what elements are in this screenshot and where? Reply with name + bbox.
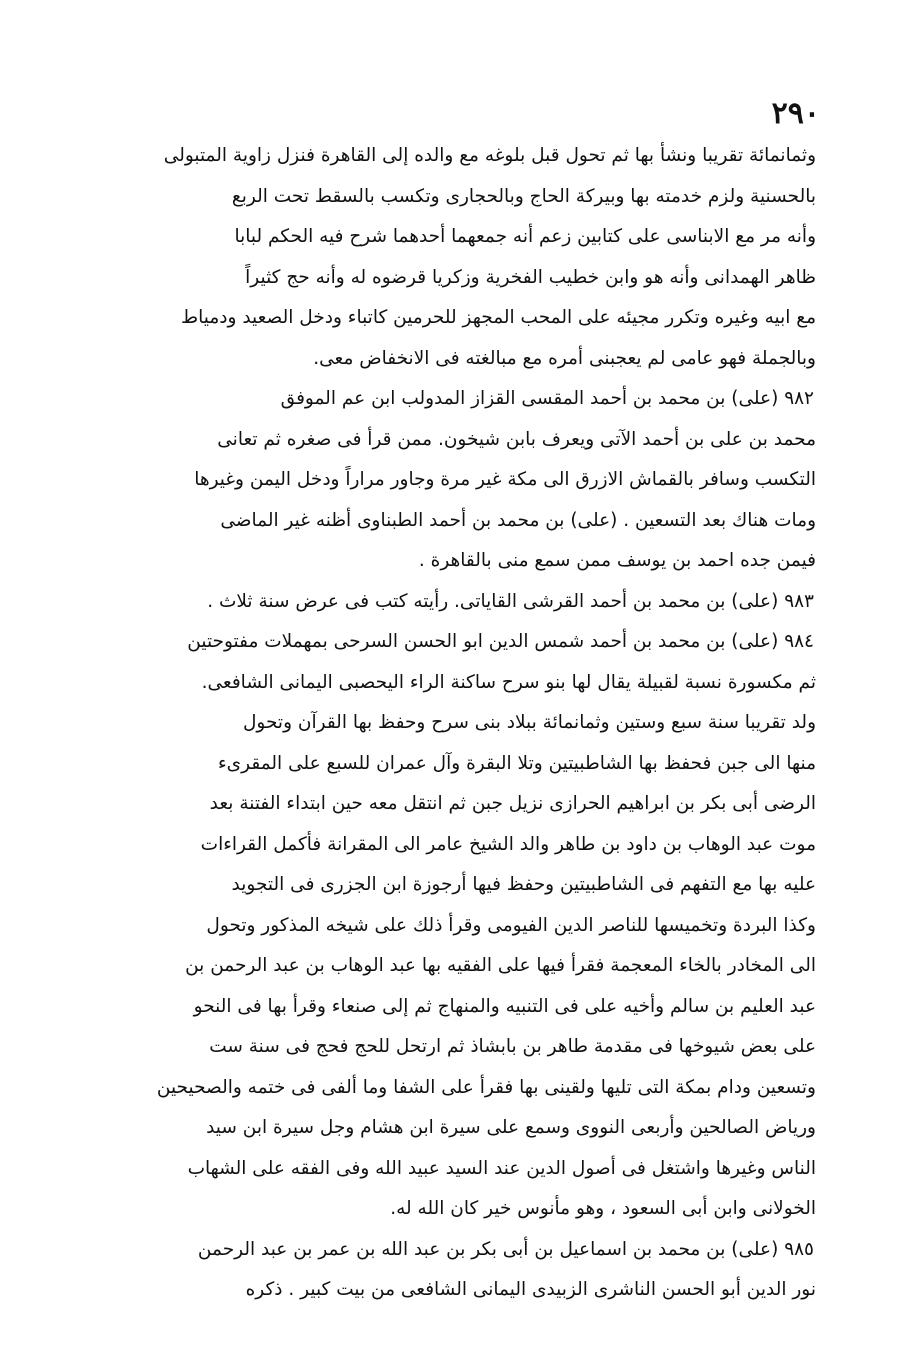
text-line: منها الى جبن فحفظ بها الشاطبيتين وتلا البقرة وآل عمران للسبع على المقرىء bbox=[217, 752, 816, 774]
text-line: وبالجملة فهو عامى لم يعجبنى أمره مع مبالغته فى الانخفاض معى. bbox=[313, 347, 816, 369]
text-line: عبد العليم بن سالم وأخيه على فى التنبيه والمنهاج ثم إلى صنعاء وقرأ بها فى النحو bbox=[193, 995, 816, 1017]
text-line: ظاهر الهمدانى وأنه هو وابن خطيب الفخرية وزكريا قرضوه له وأنه حج كثيراً bbox=[245, 266, 816, 288]
text-line: ورياض الصالحين وأربعى النووى وسمع على سيرة ابن هشام وجل سيرة ابن سيد bbox=[206, 1117, 816, 1138]
text-line: عليه بها مع التفهم فى الشاطبيتين وحفظ فيها أرجوزة ابن الجزرى فى التجويد bbox=[231, 874, 816, 895]
text-line: وكذا البردة وتخميسها للناصر الدين الفيومى وقرأ ذلك على شيخه المذكور وتحول bbox=[206, 914, 816, 936]
text-line: على بعض شيوخها فى مقدمة طاهر بن بابشاذ ثم ارتحل للحج فحج فى سنة ست bbox=[209, 1036, 816, 1057]
entry-984-heading: ٩٨٤ (على) بن محمد بن أحمد شمس الدين ابو الحسن السرحى بمهملات مفتوحتين bbox=[187, 631, 814, 652]
text-line: مع ابيه وغيره وتكرر مجيئه على المحب المجهز للحرمين كاتباء ودخل الصعيد ودمياط bbox=[181, 307, 816, 328]
body-text bbox=[96, 136, 816, 1311]
text-line: ثم مكسورة نسبة لقبيلة يقال لها بنو سرح ساكنة الراء اليحصبى اليمانى الشافعى. bbox=[201, 671, 816, 693]
text-line: بالحسنية ولزم خدمته بها وبيركة الحاج وبالحجارى وتكسب بالسقط تحت الربع bbox=[231, 185, 816, 207]
text-line: وتسعين ودام بمكة التى تليها ولقينى بها فقرأ على الشفا وما ألفى فى ختمه والصحيحين bbox=[156, 1076, 816, 1098]
text-line: ولد تقريبا سنة سبع وستين وثمانمائة ببلاد بنى سرح وحفظ بها القرآن وتحول bbox=[242, 712, 816, 733]
text-line: الرضى أبى بكر بن ابراهيم الحرازى نزيل جبن ثم انتقل معه حين ابتداء الفتنة بعد bbox=[209, 793, 816, 814]
page-number: ٢٩٠ bbox=[771, 96, 820, 131]
text-line: موت عبد الوهاب بن داود بن طاهر والد الشيخ عامر الى المقرانة فأكمل القراءات bbox=[200, 833, 816, 855]
text-line: التكسب وسافر بالقماش الازرق الى مكة غير مرة وجاور مراراً ودخل اليمن وغيرها bbox=[194, 469, 816, 490]
text-line: نور الدين أبو الحسن الناشرى الزبيدى اليمانى الشافعى من بيت كبير . ذكره bbox=[245, 1279, 816, 1300]
text-line: ومات هناك بعد التسعين . (على) بن محمد بن أحمد الطبناوى أظنه غير الماضى bbox=[220, 509, 816, 531]
entry-982-heading: ٩٨٢ (على) بن محمد بن أحمد المقسى القزاز المدولب ابن عم الموفق bbox=[280, 388, 814, 409]
text-line: الى المخادر بالخاء المعجمة فقرأ فيها على الفقيه بها عبد الوهاب بن عبد الرحمن بن bbox=[185, 955, 816, 976]
text-line: وثمانمائة تقريبا ونشأ بها ثم تحول قبل بلوغه مع والده إلى القاهرة فنزل زاوية المتبولى bbox=[163, 145, 816, 166]
entry-985-heading: ٩٨٥ (على) بن محمد بن اسماعيل بن أبى بكر بن عبد الله بن عمر بن عبد الرحمن bbox=[197, 1238, 814, 1260]
text-line: فيمن جده احمد بن يوسف ممن سمع منى بالقاهرة . bbox=[418, 550, 816, 571]
text-line: محمد بن على بن أحمد الآتى ويعرف بابن شيخون. ممن قرأ فى صغره ثم تعانى bbox=[217, 428, 816, 450]
text-line: الخولانى وابن أبى السعود ، وهو مأنوس خير كان الله له. bbox=[390, 1198, 816, 1219]
text-line: وأنه مر مع الابناسى على كتابين زعم أنه جمعهما أحدهما شرح فيه الحكم لبابا bbox=[234, 226, 816, 247]
entry-983-heading: ٩٨٣ (على) بن محمد بن أحمد القرشى القاياتى. رأيته كتب فى عرض سنة ثلاث . bbox=[207, 590, 814, 612]
text-line: الناس وغيرها واشتغل فى أصول الدين عند السيد عبيد الله وفى الفقه على الشهاب bbox=[187, 1157, 816, 1179]
